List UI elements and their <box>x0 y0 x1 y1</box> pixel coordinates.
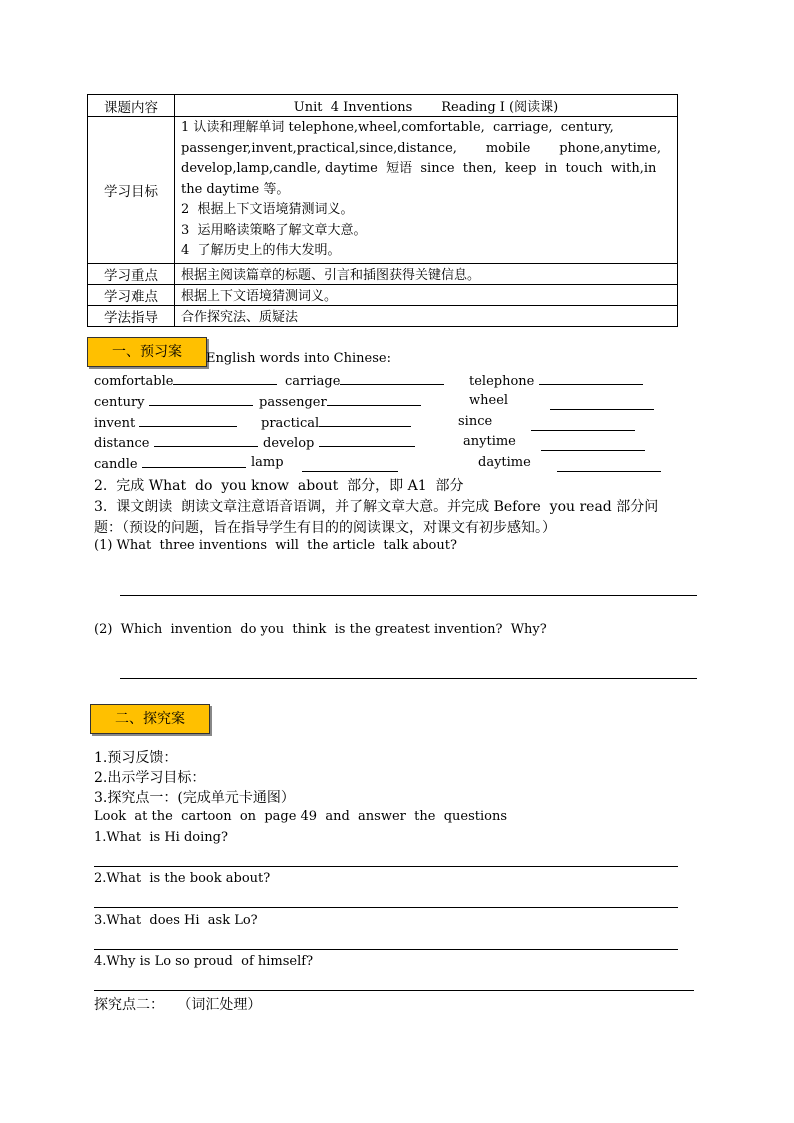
section2-point1: 3.探究点一：(完成单元卡通图） <box>94 790 295 806</box>
goal-line-7: 4 了解历史上的伟大发明。 <box>181 243 341 258</box>
vocab-word: anytime <box>463 434 516 449</box>
answer-blank[interactable] <box>154 434 258 447</box>
vocab-century <box>94 393 253 410</box>
answer-blank[interactable] <box>139 414 237 427</box>
vocab-word: passenger <box>259 395 327 410</box>
vocab-lamp <box>251 455 284 470</box>
answer-blank[interactable] <box>149 393 253 406</box>
vocab-word: wheel <box>469 393 509 408</box>
goal-line-4: the daytime 等。 <box>181 181 290 197</box>
answer-line-q2[interactable] <box>120 678 697 679</box>
vocab-word: daytime <box>478 455 531 470</box>
answer-blank[interactable] <box>531 418 635 431</box>
goal-text-3: develop,lamp,candle, daytime 短语 since then, keep in touch with,in <box>181 161 657 176</box>
goal-text-2: passenger,invent,practical,since,distance, mobile phone,anytime, <box>181 140 661 156</box>
value-topic <box>175 95 678 117</box>
vocab-word: distance <box>94 436 150 451</box>
label-difficulties: 学习难点 <box>88 284 175 305</box>
section2-point2: 探究点二： （词汇处理） <box>94 997 262 1013</box>
vocab-candle <box>94 455 246 472</box>
answer-blank[interactable] <box>173 372 277 385</box>
vocab-invent <box>94 414 237 431</box>
vocab-word: carriage <box>285 374 341 389</box>
goal-line-5: 2 根据上下文语境猜测词义。 <box>181 202 354 217</box>
vocab-telephone <box>469 372 643 389</box>
value-method: 合作探究法、质疑法 <box>175 305 678 326</box>
vocab-passenger <box>259 393 421 410</box>
answer-blank[interactable] <box>142 455 246 468</box>
lesson-info-table <box>87 94 678 327</box>
vocab-carriage <box>285 372 444 389</box>
section2-instruction: Look at the cartoon on page 49 and answer the questions <box>94 809 508 824</box>
cartoon-question-4: 4.Why is Lo so proud of himself? <box>94 954 314 969</box>
vocab-practical <box>261 414 411 431</box>
label-method: 学法指导 <box>88 305 175 326</box>
goal-line-3 <box>181 159 671 180</box>
vocab-word: comfortable <box>94 374 174 389</box>
cartoon-question-2: 2.What is the book about? <box>94 871 271 886</box>
answer-blank[interactable] <box>302 459 398 472</box>
topic-text: Unit 4 Inventions Reading I (阅读课) <box>293 100 559 115</box>
answer-blank[interactable] <box>319 414 411 427</box>
section1-question-2: (2) Which invention do you think is the greatest invention? Why? <box>94 622 547 637</box>
vocab-word: since <box>458 414 493 429</box>
value-difficulties: 根据上下文语境猜测词义。 <box>175 284 678 305</box>
answer-blank[interactable] <box>557 459 661 472</box>
goal-line-2 <box>181 139 671 160</box>
answer-blank[interactable] <box>541 438 645 451</box>
goal-line-6: 3 运用略读策略了解文章大意。 <box>181 222 367 238</box>
cartoon-question-3: 3.What does Hi ask Lo? <box>94 913 258 928</box>
answer-line-c3[interactable] <box>94 949 678 950</box>
section1-intro: English words into Chinese: <box>206 351 391 366</box>
section1-banner: 一、预习案 <box>87 337 207 367</box>
vocab-since <box>458 414 492 429</box>
answer-line-c4[interactable] <box>94 990 694 991</box>
value-goals <box>175 117 678 264</box>
vocab-word: telephone <box>469 374 535 389</box>
goal-line-1 <box>181 118 671 139</box>
goal-text-1: 1 认读和理解单词 telephone,wheel,comfortable, carriage, century, <box>181 120 614 135</box>
value-key-points: 根据主阅读篇章的标题、引言和插图获得关键信息。 <box>175 263 678 284</box>
section1-item3-line1: 3. 课文朗读 朗读文章注意语音语调，并了解文章大意。并完成 Before you read 部分问 <box>94 499 659 515</box>
vocab-comfortable <box>94 372 277 389</box>
vocab-wheel <box>469 393 508 408</box>
vocab-word: candle <box>94 457 138 472</box>
vocab-word: develop <box>263 436 315 451</box>
answer-blank[interactable] <box>539 372 643 385</box>
vocab-word: century <box>94 395 145 410</box>
vocab-word: lamp <box>251 455 284 470</box>
vocab-develop <box>263 434 415 451</box>
section1-question-1: (1) What three inventions will the article talk about? <box>94 538 457 553</box>
label-key-points: 学习重点 <box>88 263 175 284</box>
section2-goals: 2.出示学习目标： <box>94 770 206 786</box>
vocab-daytime <box>478 455 531 470</box>
section2-feedback: 1.预习反馈： <box>94 750 178 766</box>
cartoon-question-1: 1.What is Hi doing? <box>94 830 228 845</box>
answer-blank[interactable] <box>319 434 415 447</box>
answer-blank[interactable] <box>340 372 444 385</box>
section1-item3-line2: 题：（预设的问题，旨在指导学生有目的的阅读课文，对课文有初步感知。） <box>94 520 556 536</box>
vocab-word: practical <box>261 416 320 431</box>
answer-line-q1[interactable] <box>120 595 697 596</box>
vocab-distance <box>94 434 258 451</box>
label-topic: 课题内容 <box>88 95 175 117</box>
answer-line-c1[interactable] <box>94 866 678 867</box>
answer-blank[interactable] <box>550 397 654 410</box>
vocab-anytime <box>463 434 516 449</box>
section1-item2: 2. 完成 What do you know about 部分，即 A1 部分 <box>94 478 464 494</box>
label-goals: 学习目标 <box>88 117 175 264</box>
vocab-word: invent <box>94 416 136 431</box>
section2-banner: 二、探究案 <box>90 704 210 734</box>
answer-line-c2[interactable] <box>94 907 678 908</box>
answer-blank[interactable] <box>327 393 421 406</box>
